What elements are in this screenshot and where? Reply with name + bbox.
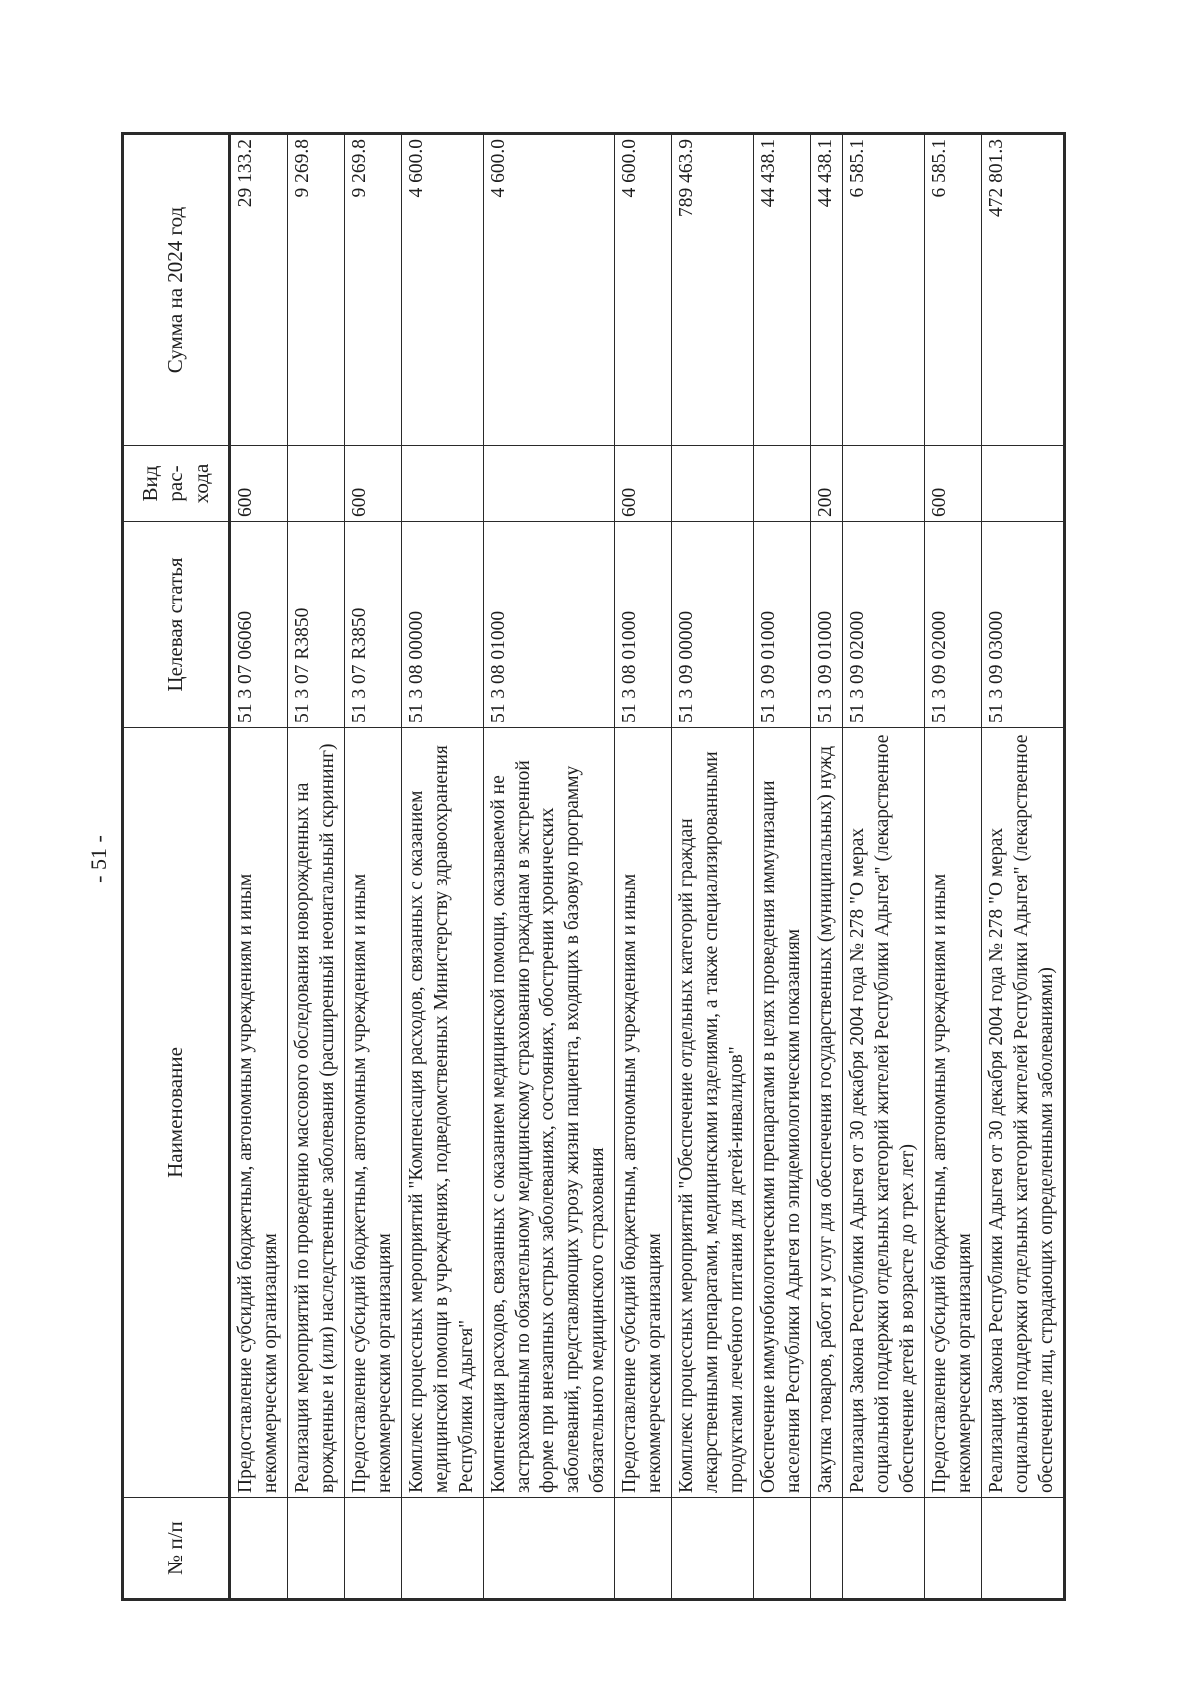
budget-table xyxy=(121,132,1066,1601)
cell-no xyxy=(754,1498,811,1600)
cell-target: 51 3 09 01000 xyxy=(811,522,843,728)
cell-target: 51 3 09 01000 xyxy=(754,522,811,728)
table-row xyxy=(287,134,344,1600)
header-no: № п/п xyxy=(123,1498,230,1600)
cell-no xyxy=(981,1498,1064,1600)
table-wrapper xyxy=(121,135,1055,1601)
cell-target: 51 3 09 02000 xyxy=(924,522,981,728)
cell-sum: 9 269.8 xyxy=(287,134,344,446)
cell-sum: 44 438.1 xyxy=(811,134,843,446)
header-target: Целевая статья xyxy=(123,522,230,728)
cell-no xyxy=(672,1498,754,1600)
cell-target: 51 3 09 03000 xyxy=(981,522,1064,728)
table-row xyxy=(754,134,811,1600)
cell-sum: 44 438.1 xyxy=(754,134,811,446)
cell-sum: 4 600.0 xyxy=(483,134,615,446)
cell-no xyxy=(401,1498,483,1600)
cell-no xyxy=(344,1498,401,1600)
cell-kind xyxy=(401,446,483,522)
table-row xyxy=(811,134,843,1600)
cell-name: Предоставление субсидий бюджетным, автономным учреждениям и иным некоммерческим организациям xyxy=(924,728,981,1498)
cell-name: Комплекс процессных мероприятий "Обеспечение отдельных категорий граждан лекарственными препаратами, медицинскими изделиями, а также специализированными продуктами лечебного питания для детей-инвалидов" xyxy=(672,728,754,1498)
cell-sum: 6 585.1 xyxy=(842,134,924,446)
cell-name: Обеспечение иммунобиологическими препаратами в целях проведения иммунизации населения Республики Адыгея по эпидемиологическим показаниям xyxy=(754,728,811,1498)
table-row xyxy=(615,134,672,1600)
rotated-table-container xyxy=(121,135,1055,1601)
table-header-row xyxy=(123,134,230,1600)
cell-sum: 29 133.2 xyxy=(230,134,288,446)
cell-kind: 600 xyxy=(924,446,981,522)
cell-no xyxy=(483,1498,615,1600)
header-kind: Вид рас-хода xyxy=(123,446,230,522)
cell-target: 51 3 07 06060 xyxy=(230,522,288,728)
cell-name: Компенсация расходов, связанных с оказанием медицинской помощи, оказываемой не застрахованным по обязательному медицинскому страхованию гражданам в экстренной форме при внезапных острых заболеваниях, состояниях, обострении хронических заболеваний, представляющих угрозу жизни пациента, входящих в базовую программу обязательного медицинского страхования xyxy=(483,728,615,1498)
cell-name: Комплекс процессных мероприятий "Компенсация расходов, связанных с оказанием медицинской помощи в учреждениях, подведомственных Министерству здравоохранения Республики Адыгея" xyxy=(401,728,483,1498)
table-row xyxy=(401,134,483,1600)
cell-target: 51 3 09 00000 xyxy=(672,522,754,728)
cell-sum: 472 801.3 xyxy=(981,134,1064,446)
table-row xyxy=(842,134,924,1600)
cell-sum: 4 600.0 xyxy=(615,134,672,446)
page-number-text: - 51 - xyxy=(86,835,111,883)
cell-target: 51 3 07 R3850 xyxy=(344,522,401,728)
cell-target: 51 3 08 01000 xyxy=(483,522,615,728)
cell-sum: 4 600.0 xyxy=(401,134,483,446)
header-sum: Сумма на 2024 год xyxy=(123,134,230,446)
cell-no xyxy=(842,1498,924,1600)
cell-kind xyxy=(981,446,1064,522)
cell-target: 51 3 07 R3850 xyxy=(287,522,344,728)
cell-name: Предоставление субсидий бюджетным, автономным учреждениям и иным некоммерческим организациям xyxy=(615,728,672,1498)
table-row xyxy=(924,134,981,1600)
cell-kind xyxy=(754,446,811,522)
cell-name: Предоставление субсидий бюджетным, автономным учреждениям и иным некоммерческим организациям xyxy=(230,728,288,1498)
cell-sum: 6 585.1 xyxy=(924,134,981,446)
cell-no xyxy=(924,1498,981,1600)
table-body xyxy=(230,134,1065,1600)
page-number xyxy=(76,829,122,889)
cell-target: 51 3 09 02000 xyxy=(842,522,924,728)
cell-name: Реализация мероприятий по проведению массового обследования новорожденных на врожденные и (или) наследственные заболевания (расширенный неонатальный скрининг) xyxy=(287,728,344,1498)
cell-kind: 200 xyxy=(811,446,843,522)
cell-target: 51 3 08 01000 xyxy=(615,522,672,728)
cell-kind: 600 xyxy=(230,446,288,522)
cell-no xyxy=(287,1498,344,1600)
cell-kind xyxy=(842,446,924,522)
cell-kind xyxy=(483,446,615,522)
cell-name: Реализация Закона Республики Адыгея от 30 декабря 2004 года № 278 "О мерах социальной поддержки отдельных категорий жителей Республики Адыгея" (лекарственное обеспечение детей в возрасте до трех лет) xyxy=(842,728,924,1498)
cell-kind: 600 xyxy=(344,446,401,522)
cell-name: Закупка товаров, работ и услуг для обеспечения государственных (муниципальных) нужд xyxy=(811,728,843,1498)
cell-name: Предоставление субсидий бюджетным, автономным учреждениям и иным некоммерческим организациям xyxy=(344,728,401,1498)
cell-name: Реализация Закона Республики Адыгея от 30 декабря 2004 года № 278 "О мерах социальной поддержки отдельных категорий жителей Республики Адыгея" (лекарственное обеспечение лиц, страдающих определенными заболеваниями) xyxy=(981,728,1064,1498)
cell-no xyxy=(811,1498,843,1600)
header-name: Наименование xyxy=(123,728,230,1498)
cell-kind: 600 xyxy=(615,446,672,522)
table-row xyxy=(230,134,288,1600)
cell-sum: 9 269.8 xyxy=(344,134,401,446)
table-row xyxy=(344,134,401,1600)
table-row xyxy=(483,134,615,1600)
cell-target: 51 3 08 00000 xyxy=(401,522,483,728)
table-row xyxy=(672,134,754,1600)
cell-sum: 789 463.9 xyxy=(672,134,754,446)
cell-kind xyxy=(287,446,344,522)
cell-no xyxy=(615,1498,672,1600)
cell-no xyxy=(230,1498,288,1600)
table-row xyxy=(981,134,1064,1600)
cell-kind xyxy=(672,446,754,522)
